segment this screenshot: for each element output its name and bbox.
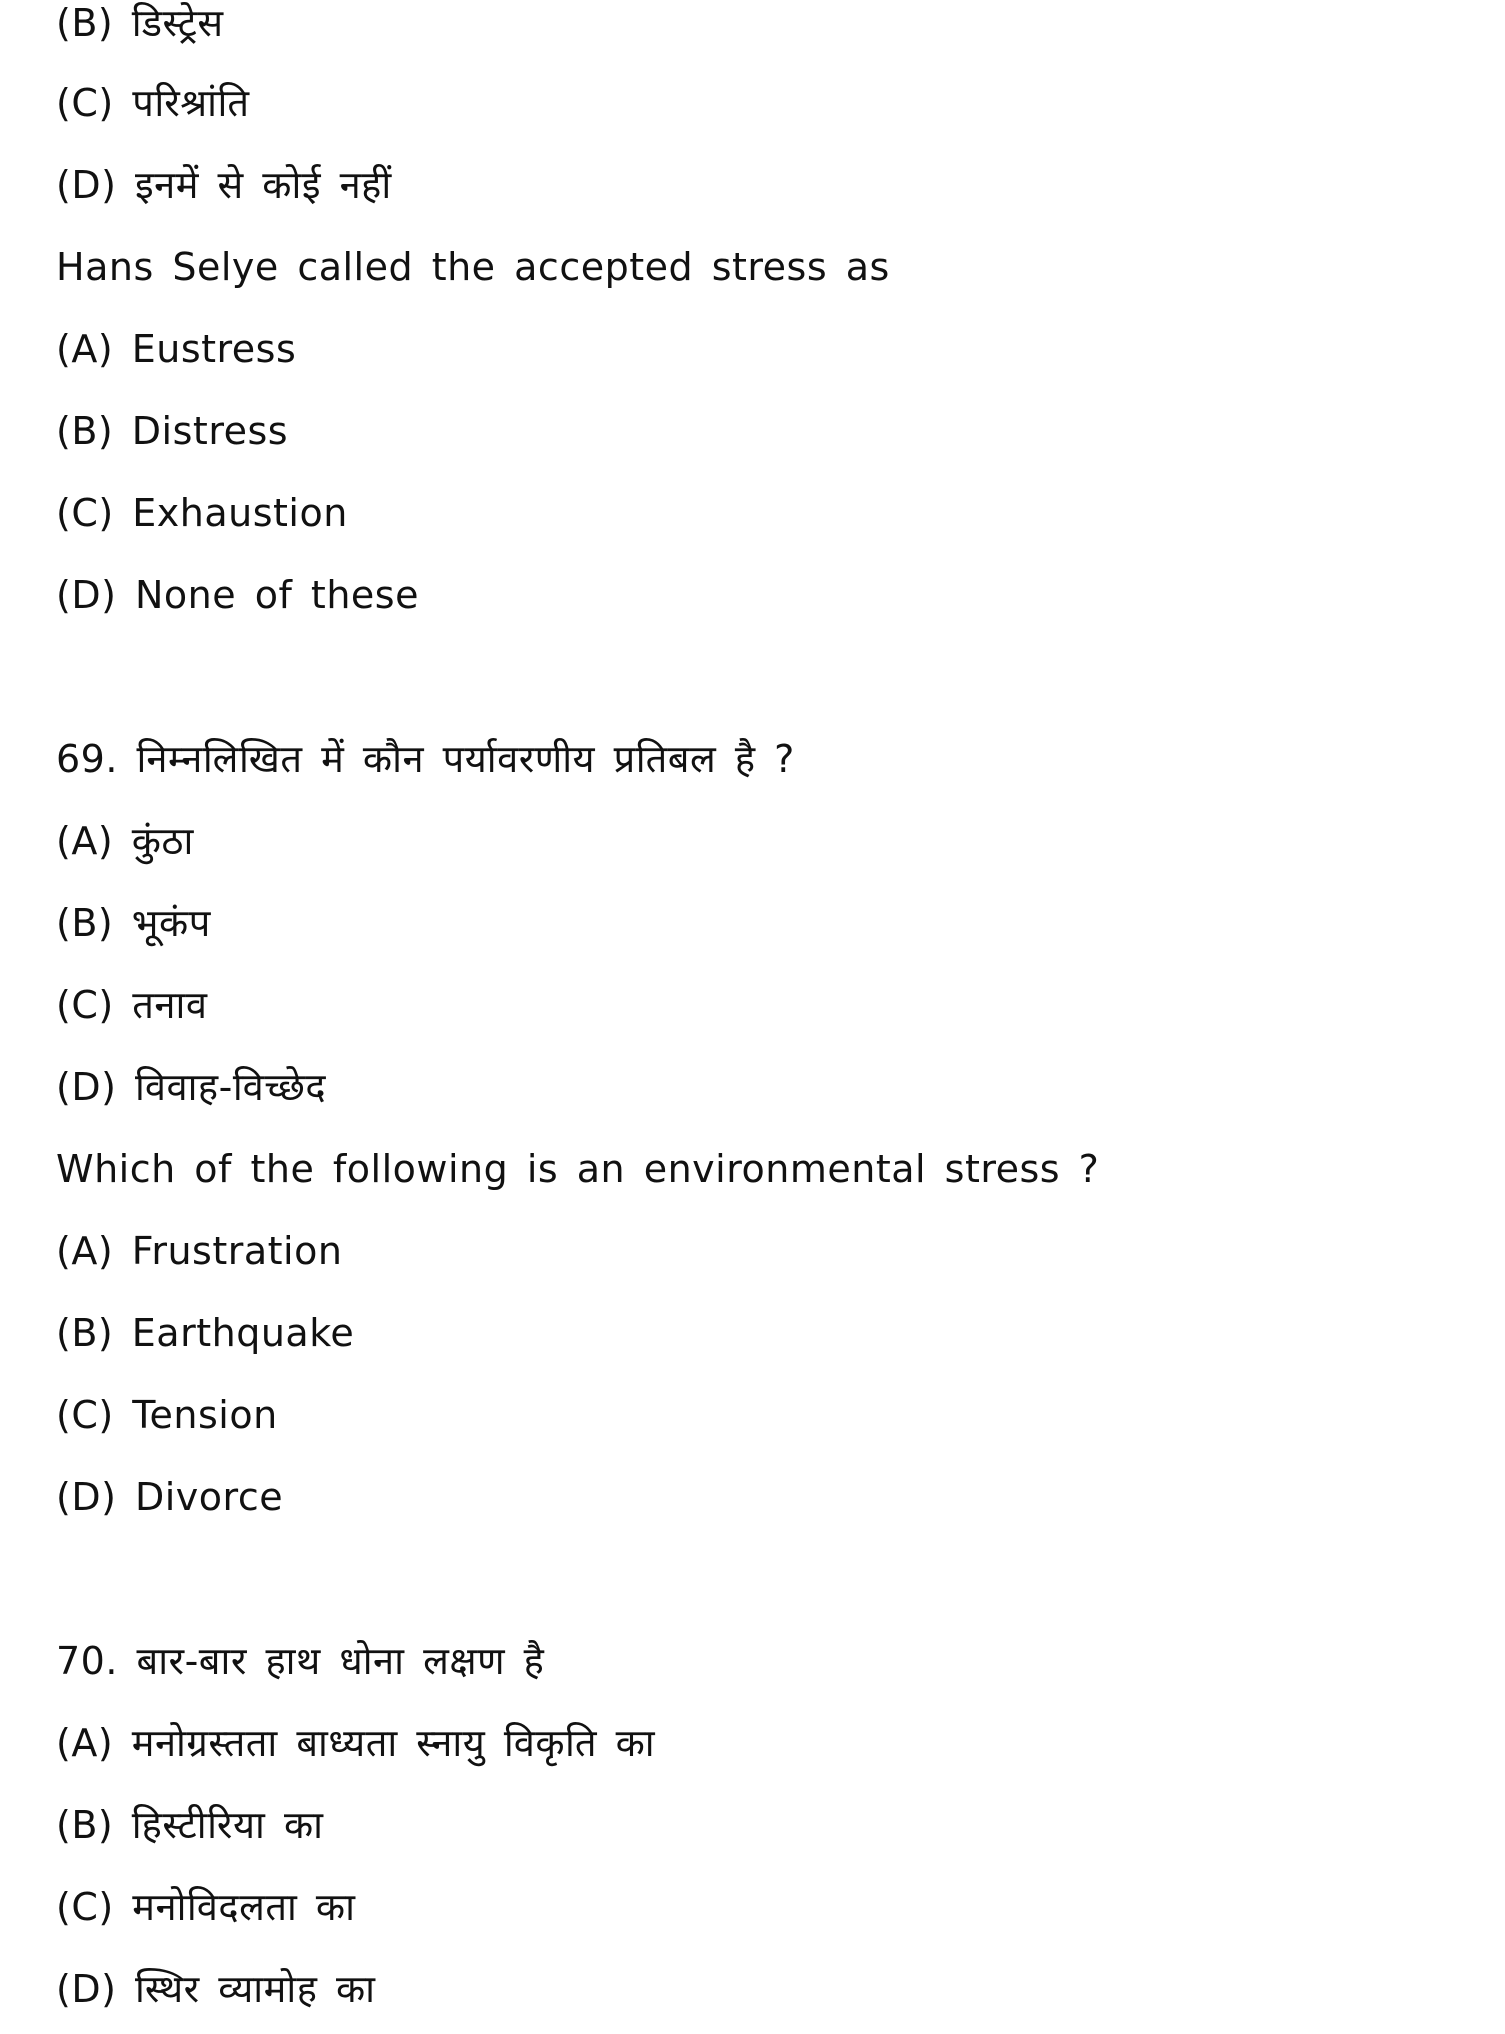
q69-hindi-option-c: (C) तनाव [56,983,208,1027]
prev-hindi-option-b: (B) डिस्ट्रेस [56,1,224,45]
q69-hindi-option-a: (A) कुंठा [56,819,194,863]
q70-hindi-option-d: (D) स्थिर व्यामोह का [56,1967,376,2011]
q70-hindi-option-a: (A) मनोग्रस्तता बाध्यता स्नायु विकृति का [56,1721,656,1765]
prev-english-option-a: (A) Eustress [56,327,297,371]
q69-english-option-d: (D) Divorce [56,1475,284,1519]
q69-english-option-b: (B) Earthquake [56,1311,355,1355]
prev-hindi-option-c: (C) परिश्रांति [56,81,250,125]
prev-english-question: Hans Selye called the accepted stress as [56,245,890,289]
q69-hindi-question: 69. निम्नलिखित में कौन पर्यावरणीय प्रतिबल है ? [56,737,795,781]
q69-english-option-c: (C) Tension [56,1393,278,1437]
q69-english-question: Which of the following is an environmental stress ? [56,1147,1100,1191]
q69-hindi-option-d: (D) विवाह-विच्छेद [56,1065,327,1109]
q69-hindi-option-b: (B) भूकंप [56,901,211,945]
q69-english-option-a: (A) Frustration [56,1229,343,1273]
prev-english-option-c: (C) Exhaustion [56,491,348,535]
q70-hindi-option-b: (B) हिस्टीरिया का [56,1803,324,1847]
prev-english-option-d: (D) None of these [56,573,419,617]
prev-hindi-option-d: (D) इनमें से कोई नहीं [56,163,392,207]
prev-english-option-b: (B) Distress [56,409,289,453]
q70-hindi-option-c: (C) मनोविदलता का [56,1885,356,1929]
q70-hindi-question: 70. बार-बार हाथ धोना लक्षण है [56,1639,545,1683]
